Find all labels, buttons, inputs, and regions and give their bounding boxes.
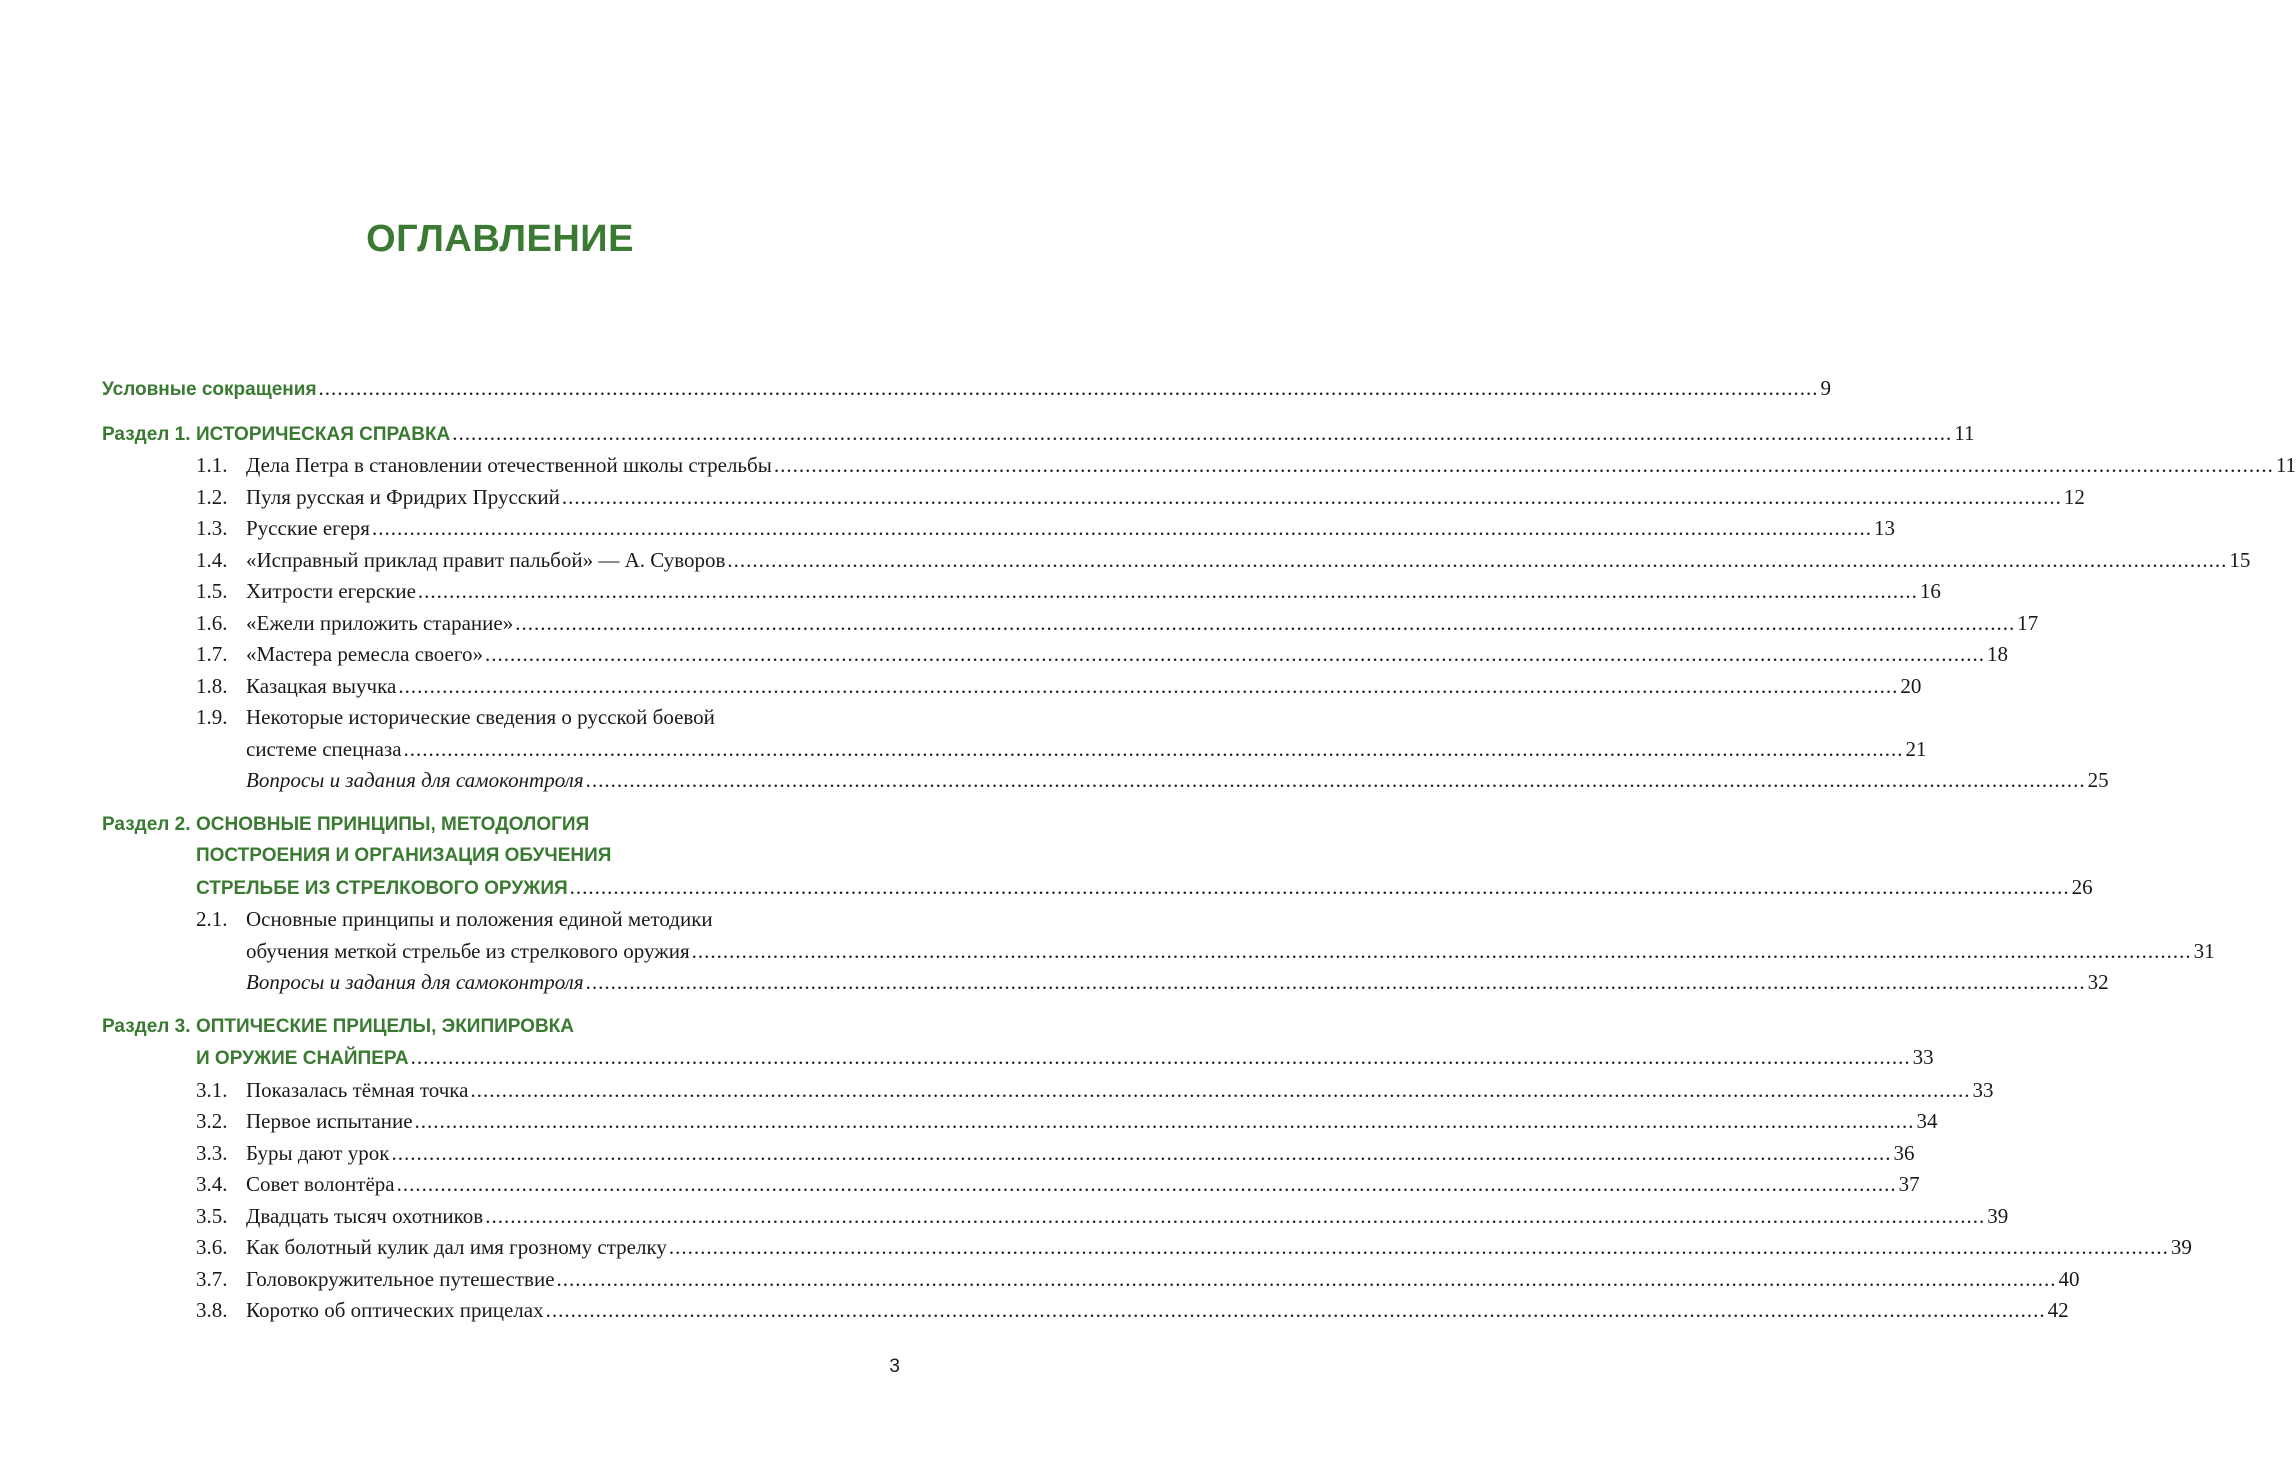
entry-page: 18 <box>1986 642 2008 666</box>
dot-leader <box>418 576 1918 608</box>
entry-title: «Исправный приклад правит пальбой» — А. Суворов <box>246 547 726 572</box>
dot-leader <box>452 418 1952 450</box>
entry-title: обучения меткой стрельбе из стрелкового оружия <box>246 938 690 963</box>
entry-title: Головокружительное путешествие <box>246 1266 555 1291</box>
entry-title: Русские егеря <box>246 516 370 540</box>
dot-leader <box>398 671 1898 703</box>
dot-leader <box>415 1106 1915 1138</box>
dot-leader <box>774 450 2274 482</box>
section-label: Раздел 1. <box>102 423 191 445</box>
toc-entry[interactable] <box>102 450 2296 482</box>
dot-leader <box>562 482 2062 514</box>
toc-entry[interactable] <box>102 639 2008 671</box>
toc-entry-title: Условные сокращения <box>102 379 317 400</box>
dot-leader <box>570 872 2070 904</box>
entry-number: 1.2. <box>196 484 228 509</box>
entry-page: 17 <box>2017 610 2039 635</box>
toc-entry[interactable] <box>102 1232 2192 1264</box>
entry-page: 33 <box>1972 1077 1994 1102</box>
entry-page: 34 <box>1916 1109 1938 1133</box>
entry-number: 1.6. <box>196 610 228 635</box>
entry-title: системе спецназа <box>246 736 402 761</box>
entry-title: Дела Петра в становлении отечественной школы стрельбы <box>246 453 772 477</box>
dot-leader <box>397 1169 1897 1201</box>
entry-title: Совет волонтёра <box>246 1172 395 1196</box>
toc-entry[interactable] <box>102 482 2085 514</box>
page-title: ОГЛАВЛЕНИЕ <box>366 218 634 260</box>
section-title: ПОСТРОЕНИЯ И ОРГАНИЗАЦИЯ ОБУЧЕНИЯ <box>196 845 612 866</box>
toc-entry[interactable] <box>102 1075 1994 1107</box>
entry-title: Буры дают урок <box>246 1140 390 1165</box>
entry-title: Показалась тёмная точка <box>246 1077 469 1102</box>
section-title: ОСНОВНЫЕ ПРИНЦИПЫ, МЕТОДОЛОГИЯ <box>196 813 590 835</box>
toc-entry[interactable] <box>102 1106 1938 1138</box>
section-title: СТРЕЛЬБЕ ИЗ СТРЕЛКОВОГО ОРУЖИЯ <box>196 877 568 899</box>
section-page: 33 <box>1912 1045 1934 1069</box>
section-gap <box>102 406 900 418</box>
toc-entry[interactable] <box>102 702 900 734</box>
entry-page: 31 <box>2193 938 2215 963</box>
dot-leader <box>586 765 2086 797</box>
toc-entry[interactable] <box>102 576 1941 608</box>
entry-page: 16 <box>1919 579 1941 603</box>
entry-number: 1.9. <box>196 705 228 729</box>
dot-leader <box>411 1042 1911 1074</box>
entry-number: 3.8. <box>196 1298 228 1322</box>
entry-number: 3.5. <box>196 1203 228 1228</box>
toc-entry[interactable] <box>102 513 1895 545</box>
section-title: И ОРУЖИЕ СНАЙПЕРА <box>196 1048 409 1069</box>
entry-page: 15 <box>2229 547 2251 572</box>
entry-number: 3.7. <box>196 1266 228 1291</box>
entry-number: 1.7. <box>196 642 228 666</box>
section-heading[interactable] <box>102 840 900 872</box>
dot-leader <box>471 1075 1971 1107</box>
entry-page: 21 <box>1905 736 1927 761</box>
entry-page: 20 <box>1900 673 1922 698</box>
entry-number: 3.4. <box>196 1172 228 1196</box>
entry-page: 39 <box>2170 1235 2192 1259</box>
entry-title: Коротко об оптических прицелах <box>246 1298 544 1322</box>
toc-entry[interactable] <box>102 1169 1920 1201</box>
entry-page: 36 <box>1893 1140 1915 1165</box>
entry-page: 40 <box>2058 1266 2080 1291</box>
entry-title: Некоторые исторические сведения о русской боевой <box>246 705 715 729</box>
entry-number: 3.2. <box>196 1109 228 1133</box>
entry-number: 1.4. <box>196 547 228 572</box>
dot-leader <box>669 1232 2169 1264</box>
entry-page: 32 <box>2087 970 2109 994</box>
entry-page: 13 <box>1873 516 1895 540</box>
section-title: ИСТОРИЧЕСКАЯ СПРАВКА <box>196 423 451 445</box>
entry-page: 25 <box>2087 768 2109 792</box>
entry-title: Основные принципы и положения единой методики <box>246 907 713 931</box>
entry-number: 3.6. <box>196 1235 228 1259</box>
section-gap <box>102 797 900 809</box>
section-heading[interactable] <box>102 872 2093 905</box>
entry-title: Как болотный кулик дал имя грозному стрелку <box>246 1235 667 1259</box>
section-gap <box>102 999 900 1011</box>
toc-entry[interactable] <box>102 967 2109 999</box>
entry-title: Вопросы и задания для самоконтроля <box>246 768 584 792</box>
entry-title: Двадцать тысяч охотников <box>246 1203 484 1228</box>
entry-page: 39 <box>1987 1203 2009 1228</box>
toc-entry[interactable] <box>102 545 2251 577</box>
dot-leader <box>557 1264 2057 1296</box>
section-title: ОПТИЧЕСКИЕ ПРИЦЕЛЫ, ЭКИПИРОВКА <box>196 1015 574 1037</box>
dot-leader <box>515 608 2015 640</box>
entry-page: 37 <box>1898 1172 1920 1196</box>
dot-leader <box>485 1201 1985 1233</box>
toc-entry[interactable] <box>102 904 900 936</box>
toc-entry-abbreviations[interactable] <box>102 373 1832 406</box>
page-number: 3 <box>889 1356 900 1377</box>
entry-number: 2.1. <box>196 907 228 931</box>
dot-leader <box>586 967 2086 999</box>
toc-entry[interactable] <box>102 1295 2069 1327</box>
section-page: 11 <box>1954 420 1975 445</box>
entry-number: 1.1. <box>196 453 228 477</box>
entry-title: Первое испытание <box>246 1109 413 1133</box>
entry-page: 12 <box>2063 484 2085 509</box>
entry-title: Пуля русская и Фридрих Прусский <box>246 484 560 509</box>
entry-number: 1.3. <box>196 516 228 540</box>
entry-title: Вопросы и задания для самоконтроля <box>246 970 584 994</box>
section-heading[interactable] <box>102 809 900 841</box>
dot-leader <box>727 545 2227 577</box>
toc-entry[interactable] <box>102 671 1922 703</box>
entry-number: 3.3. <box>196 1140 228 1165</box>
table-of-contents <box>102 373 2296 1327</box>
toc-entry-page: 9 <box>1820 376 1832 400</box>
entry-number: 1.8. <box>196 673 228 698</box>
section-heading[interactable] <box>102 1011 900 1043</box>
toc-entry[interactable] <box>102 1138 1915 1170</box>
toc-entry[interactable] <box>102 765 2109 797</box>
entry-title: Казацкая выучка <box>246 673 397 698</box>
toc-entry[interactable] <box>102 1201 2009 1233</box>
toc-entry[interactable] <box>102 936 2215 968</box>
entry-number: 3.1. <box>196 1077 228 1102</box>
dot-leader <box>485 639 1985 671</box>
dot-leader <box>404 734 1904 766</box>
dot-leader <box>319 373 1819 405</box>
entry-title: «Ежели приложить старание» <box>246 610 514 635</box>
entry-title: «Мастера ремесла своего» <box>246 642 483 666</box>
entry-number: 1.5. <box>196 579 228 603</box>
entry-page: 42 <box>2047 1298 2069 1322</box>
toc-entry[interactable] <box>102 608 2039 640</box>
dot-leader <box>391 1138 1891 1170</box>
toc-entry[interactable] <box>102 734 1927 766</box>
toc-entry[interactable] <box>102 1264 2080 1296</box>
dot-leader <box>692 936 2192 968</box>
section-page: 26 <box>2071 874 2093 899</box>
dot-leader <box>372 513 1872 545</box>
entry-page: 11 <box>2275 453 2296 477</box>
section-label: Раздел 2. <box>102 813 191 835</box>
section-label: Раздел 3. <box>102 1015 191 1037</box>
section-heading[interactable] <box>102 1042 1934 1075</box>
section-heading[interactable] <box>102 418 1975 451</box>
dot-leader <box>546 1295 2046 1327</box>
entry-title: Хитрости егерские <box>246 579 416 603</box>
